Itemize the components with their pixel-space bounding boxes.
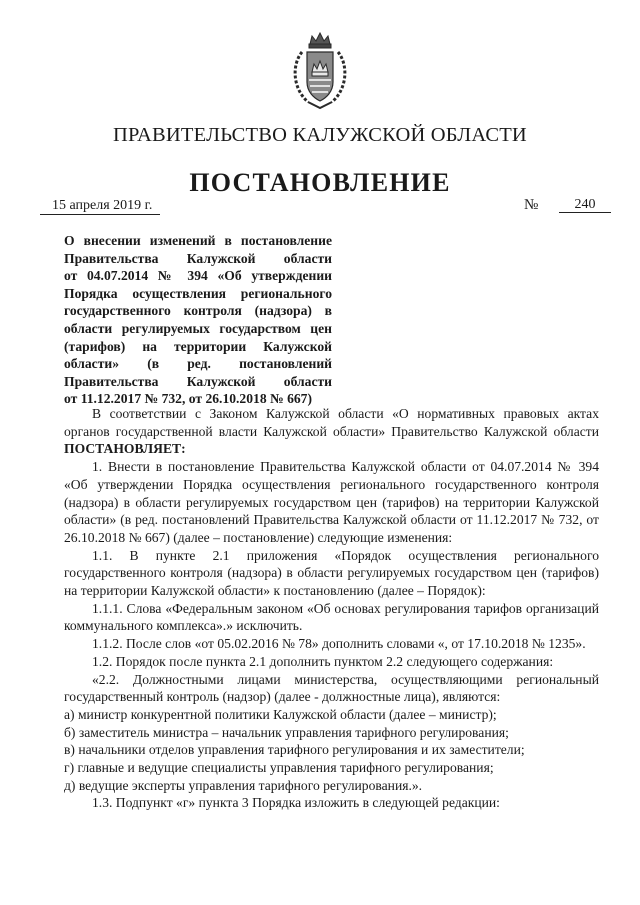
government-title: ПРАВИТЕЛЬСТВО КАЛУЖСКОЙ ОБЛАСТИ — [113, 124, 527, 146]
list-item: а) министр конкурентной политики Калужской области (далее – министр); — [64, 706, 497, 722]
list-item: д) ведущие эксперты управления тарифного регулирования.». — [64, 777, 423, 793]
list-item: г) главные и ведущие специалисты управления тарифного регулирования; — [64, 760, 494, 776]
subject-line: от 11.12.2017 № 732, от 26.10.2018 № 667) — [64, 391, 312, 407]
subject-line: от 04.07.2014 № 394 «Об утверждении — [64, 268, 332, 284]
number-label: № — [524, 197, 539, 213]
decree-number: 240 — [559, 197, 611, 213]
date-underline — [40, 214, 160, 215]
decree-body — [64, 405, 599, 812]
body-paragraph: 1.1.1. Слова «Федеральным законом «Об основах регулирования тарифов организаций коммунального комплекса».» исключить. — [64, 600, 599, 634]
subject-line: государственного контроля (надзора) в — [64, 303, 332, 319]
list-item: б) заместитель министра – начальник управления тарифного регулирования; — [64, 724, 509, 740]
body-paragraph: 1.2. Порядок после пункта 2.1 дополнить пунктом 2.2 следующего содержания: — [92, 653, 554, 669]
body-paragraph: «2.2. Должностными лицами министерства, осуществляющими региональный государственный контроль (надзор) (далее - должностные лица), являются: — [64, 671, 599, 705]
resolves-keyword: ПОСТАНОВЛЯЕТ: — [64, 441, 186, 457]
kaluga-coat-of-arms-icon — [288, 30, 352, 110]
subject-line: Порядка осуществления регионального — [64, 285, 332, 301]
preamble-paragraph — [64, 405, 599, 458]
subject-line: (тарифов) на территории Калужской — [64, 338, 332, 354]
subject-line: Правительства Калужской области — [64, 373, 332, 389]
body-paragraph: 1.1. В пункте 2.1 приложения «Порядок осуществления регионального государственного контроля (надзора) в области регулируемых государством цен (тарифов) на территории Калужской области» к постановлению (далее – Порядок): — [64, 547, 599, 599]
subject-line: О внесении изменений в постановление — [64, 233, 332, 248]
preamble-text: В соответствии с Законом Калужской области «О нормативных правовых актах органов государственной власти Калужской области» Правительство Калужской области — [64, 406, 599, 439]
subject-line: Правительства Калужской области — [64, 250, 332, 266]
body-paragraph: 1.1.2. После слов «от 05.02.2016 № 78» дополнить словами «, от 17.10.2018 № 1235». — [92, 636, 586, 652]
body-paragraph: 1.3. Подпункт «г» пункта 3 Порядка изложить в следующей редакции: — [92, 795, 500, 811]
decree-date: 15 апреля 2019 г. — [52, 198, 153, 213]
subject-line: области регулируемых государством цен — [64, 320, 332, 336]
document-type-title: ПОСТАНОВЛЕНИЕ — [189, 168, 451, 197]
list-item: в) начальники отделов управления тарифного регулирования и их заместители; — [64, 742, 525, 758]
decree-subject — [64, 232, 332, 408]
subject-line: области» (в ред. постановлений — [64, 356, 332, 372]
body-paragraph: 1. Внести в постановление Правительства Калужской области от 04.07.2014 № 394 «Об утверждении Порядка осуществления регионального государственного контроля (надзора) в области регулируемых государством цен (тарифов) на территории Калужской области» (в ред. постановлений Правительства Калужской области от 11.12.2017 № 732, от 26.10.2018 № 667) (далее – постановление) следующие изменения: — [64, 459, 599, 545]
